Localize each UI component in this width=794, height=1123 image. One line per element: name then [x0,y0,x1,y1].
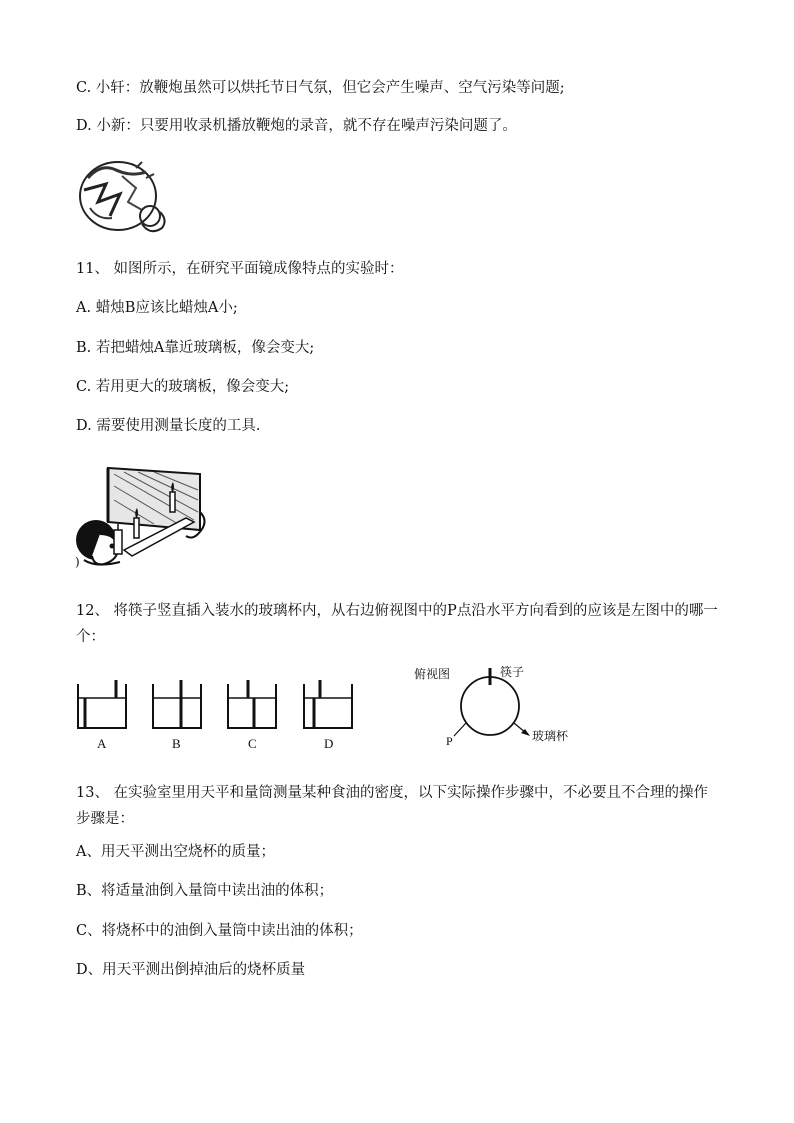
plane-mirror-illustration [74,460,214,570]
q12-top-view-diagram [410,660,600,750]
q13-option-b: B、将适量油倒入量筒中读出油的体积； [76,883,334,899]
choice-label-b: B [172,736,181,751]
q10-option-d: D. 小新：只要用收录机播放鞭炮的录音，就不存在噪声污染问题了。 [76,118,517,134]
glass-choice-b [153,680,201,728]
q13-option-a: A、用天平测出空烧杯的质量； [76,844,275,860]
glass-top-view-circle [461,677,519,735]
point-p-label: P [446,734,453,748]
choice-label-c: C [248,736,257,751]
choice-label-d: D [324,736,334,751]
sight-line [454,723,466,736]
glass-choice-d [304,680,352,728]
glass-label: 玻璃杯 [532,729,569,743]
q11-stem: 11、 如图所示，在研究平面镜成像特点的实验时： [76,261,404,277]
chopstick-label: 筷子 [500,665,525,679]
top-view-label: 俯视图 [414,667,451,681]
q11-figure-mark: ) [75,555,80,569]
q11-option-d: D. 需要使用测量长度的工具. [76,418,261,434]
q11-option-c: C. 若用更大的玻璃板，像会变大; [76,379,290,395]
q11-option-b: B. 若把蜡烛A靠近玻璃板，像会变大; [76,340,315,356]
q13-option-c: C、将烧杯中的油倒入量筒中读出油的体积； [76,923,363,939]
glass-choice-c [228,680,276,728]
q12-choice-glasses [70,676,370,756]
q13-option-d: D、用天平测出倒掉油后的烧杯质量 [76,962,306,978]
choice-label-a: A [97,736,107,751]
q10-option-c: C. 小轩：放鞭炮虽然可以烘托节日气氛，但它会产生噪声、空气污染等问题; [76,80,565,96]
firecracker-illustration [76,158,176,238]
q12-stem: 12、 将筷子竖直插入装水的玻璃杯内，从右边俯视图中的P点沿水平方向看到的应该是左图中的哪一个： [76,603,718,645]
q11-option-a: A. 蜡烛B应该比蜡烛A小; [76,300,238,316]
glass-choice-a [78,680,126,728]
q13-stem: 13、 在实验室里用天平和量筒测量某种食油的密度，以下实际操作步骤中，不必要且不合理的操作步骤是： [76,785,709,827]
